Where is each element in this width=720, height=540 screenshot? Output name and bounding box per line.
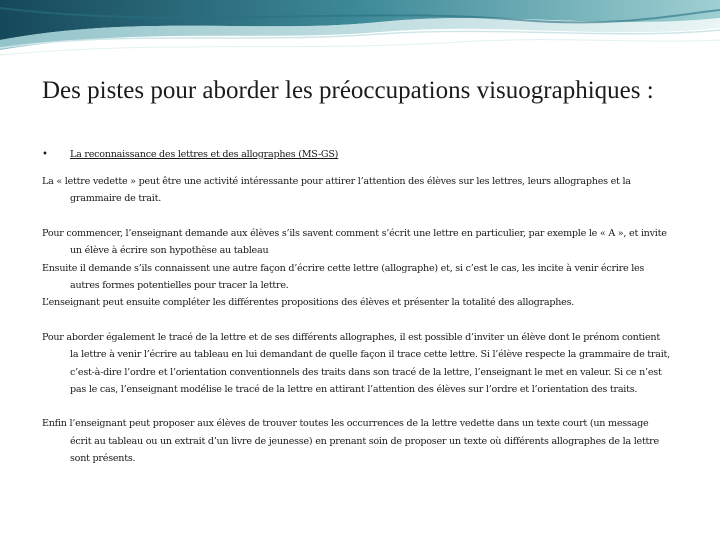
slide-content <box>42 149 670 468</box>
bullet-heading: La reconnaissance des lettres et des allographes (MS-GS) <box>70 149 339 160</box>
spacer <box>42 312 670 329</box>
spacer <box>42 398 670 415</box>
paragraph-complete: L’enseignant peut ensuite compléter les différentes propositions des élèves et présenter la totalité des allographes. <box>42 297 575 309</box>
spacer <box>42 208 670 225</box>
slide-title: Des pistes pour aborder les préoccupations visuographiques : <box>42 77 654 104</box>
header-wave-decoration <box>0 0 720 62</box>
paragraph-then: Ensuite il demande s’ils connaissent une autre façon d’écrire cette lettre (allographe) et, si c’est le cas, les incite à venir écrire les autres formes potentielles pour tracer la lettre. <box>42 262 645 292</box>
bullet-dot-icon: • <box>42 149 48 160</box>
bullet-item <box>42 149 670 160</box>
paragraph-finally: Enfin l’enseignant peut proposer aux élèves de trouver toutes les occurrences de la lettre vedette dans un texte court (un message écrit au tableau ou un extrait d’un livre de jeunesse) en prenant soin de proposer un texte où différents allographes de la lettre sont présents. <box>42 418 659 465</box>
paragraph-start: Pour commencer, l’enseignant demande aux élèves s’ils savent comment s’écrit une lettre en particulier, par exemple le « A », et invite un élève à écrire son hypothèse au tableau <box>42 227 667 257</box>
paragraph-trace: Pour aborder également le tracé de la lettre et de ses différents allographes, il est possible d’inviter un élève dont le prénom contient la lettre à venir l’écrire au tableau en lui demandant de quelle façon il trace cette lettre. Si l’élève respecte la grammaire de trait, c’est-à-dire l’ordre et l’orientation conventionnels des traits dans son tracé de la lettre, l’enseignant le met en valeur. Si ce n’est pas le cas, l’enseignant modélise le tracé de la lettre en attirant l’attention des élèves sur l’ordre et l’orientation des traits. <box>42 331 670 396</box>
paragraph-intro: La « lettre vedette » peut être une activité intéressante pour attirer l’attention des élèves sur les lettres, leurs allographes et la grammaire de trait. <box>42 176 631 205</box>
